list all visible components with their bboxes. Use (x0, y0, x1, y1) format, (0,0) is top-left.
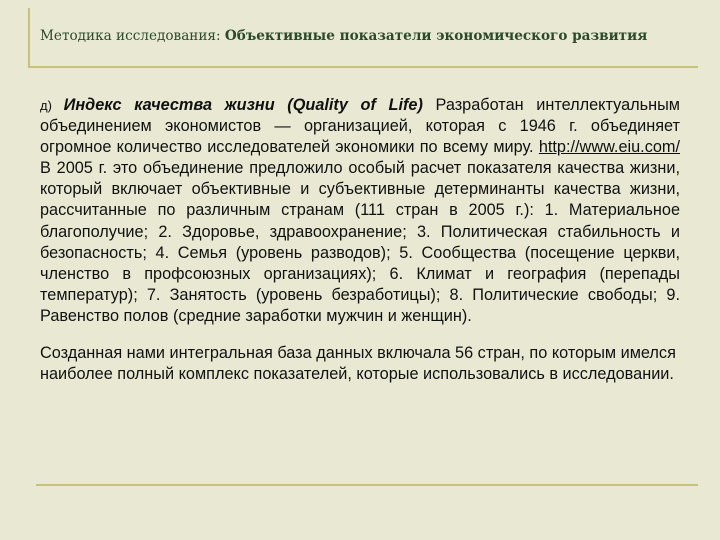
paragraph-database: Созданная нами интегральная база данных включала 56 стран, по которым имелся наиболее полный комплекс показателей, которые использовались в исследовании. (40, 344, 676, 384)
item-prefix: д) (40, 98, 64, 113)
header-vertical-rule (28, 8, 30, 66)
paragraph-text-2: В 2005 г. это объединение предложило особый расчет показателя качества жизни, который включает объективные и субъективные детерминанты качества жизни, рассчитанные по различным странам (111 стран в 2005 г.): 1. Материальное благополучие; 2. Здоровье, здравоохранение; 3. Политическая стабильность и безопасность; 4. Семья (уровень разводов); 5. Сообщества (посещение церкви, членство в профсоюзных организациях); 6. Климат и география (перепады температур); 7. Занятость (уровень безработицы); 8. Политические свободы; 9. Равенство полов (средние заработки мужчин и женщин). (40, 159, 680, 325)
header-label: Методика исследования: (40, 28, 225, 44)
paragraph-text-1: Разработан интеллектуальным объединением экономистов — организацией, которая с 1946 г. объединяет огромное количество исследователей экономики по всему миру. (40, 96, 680, 157)
slide-header (40, 28, 700, 44)
header-title: Объективные показатели экономического развития (224, 28, 648, 44)
header-horizontal-rule (28, 66, 698, 68)
eiu-link[interactable]: http://www.eiu.com/ (538, 138, 680, 157)
paragraph-quality-of-life (40, 95, 680, 327)
footer-horizontal-rule (36, 484, 698, 486)
slide-content (40, 95, 680, 385)
index-name: Индекс качества жизни (Quality of Life) (63, 96, 423, 114)
